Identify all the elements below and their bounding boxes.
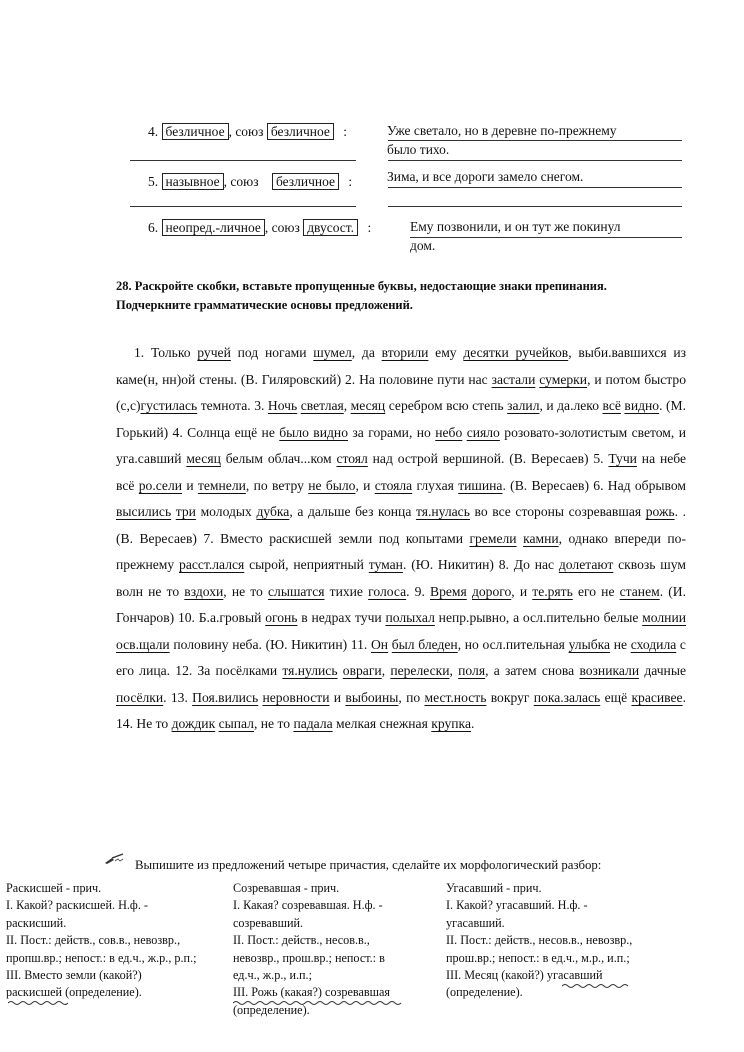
analysis-line: Созревавшая - прич. <box>233 881 340 895</box>
grammatical-basis: три <box>175 504 196 519</box>
answer-line <box>130 160 356 161</box>
grammatical-basis: высились <box>116 504 172 519</box>
analysis-column-raskisshey <box>6 880 197 1002</box>
exercise-fragment: половину неба. (Ю. Никитин) 11. <box>169 636 371 652</box>
grammatical-basis: пока.залась <box>533 689 601 705</box>
exercise-fragment: мелкая снежная <box>332 716 432 731</box>
grammatical-basis: рожь <box>645 504 675 519</box>
scheme-sentence <box>387 169 583 185</box>
grammatical-basis: было видно <box>279 424 348 440</box>
exercise-fragment: сырой, неприятный <box>244 557 369 572</box>
answer-line <box>388 187 682 188</box>
scheme-colon: : <box>343 124 348 139</box>
scheme-sep: , союз <box>228 124 264 139</box>
grammatical-basis: молнии <box>642 610 686 625</box>
grammatical-basis: шумел <box>313 345 352 360</box>
exercise-fragment: тихие <box>324 583 369 599</box>
analysis-line: раскисшей (определение). <box>6 985 142 1000</box>
grammatical-basis: камни <box>523 530 559 546</box>
answer-line <box>388 140 682 141</box>
exercise-fragment: , однако впереди по-прежнему <box>116 530 686 572</box>
grammatical-basis: слышатся <box>268 583 325 599</box>
grammatical-basis: тишина <box>458 477 503 493</box>
grammatical-basis: станем <box>619 583 660 599</box>
exercise-fragment: , <box>381 663 391 678</box>
grammatical-basis: выбоины <box>345 689 399 705</box>
scheme-num: 5. <box>148 174 159 189</box>
exercise-text <box>116 340 686 738</box>
scheme-row-4 <box>148 123 347 140</box>
exercise-fragment: дачные <box>639 663 687 678</box>
exercise-fragment: , по <box>398 689 425 705</box>
answer-line <box>388 160 682 161</box>
scheme-sentence-line1: Ему позвонили, и он тут же покинул <box>410 219 621 234</box>
exercise-fragment: , не то <box>253 716 294 731</box>
grammatical-basis: десятки ручейков <box>463 345 569 360</box>
exercise-fragment: , и потом быстро (с,с) <box>116 371 687 413</box>
grammatical-basis: стоял <box>336 451 368 466</box>
task-28-line1: 28. Раскройте скобки, вставьте пропущенные буквы, недостающие знаки препинания. <box>116 279 607 293</box>
exercise-fragment: и <box>182 477 198 493</box>
grammatical-basis: Время <box>430 583 467 599</box>
grammatical-basis: Он <box>370 636 389 652</box>
grammatical-basis: всё <box>602 398 621 413</box>
exercise-fragment: сквозь шум волн не то <box>116 557 686 599</box>
exercise-fragment: . 9. <box>406 583 431 599</box>
exercise-fragment: , а затем снова <box>485 663 580 678</box>
grammatical-basis: красивее <box>631 689 683 705</box>
grammatical-basis: те.рять <box>532 583 573 599</box>
grammatical-basis: крупка <box>431 716 471 731</box>
exercise-fragment: ещё <box>600 689 632 705</box>
exercise-fragment: глухая <box>412 477 459 493</box>
exercise-fragment: . 13. <box>163 689 193 705</box>
grammatical-basis: ручей <box>197 345 231 360</box>
analysis-line: I. Какая? созревавшая. Н.ф. - <box>233 898 383 913</box>
grammatical-basis: месяц <box>350 398 386 413</box>
grammatical-basis: голоса <box>368 583 407 599</box>
analysis-line: раскисший. <box>6 915 67 930</box>
exercise-fragment: вокруг <box>486 689 534 705</box>
exercise-fragment: , и <box>355 477 375 493</box>
exercise-fragment: во все стороны созревавшая <box>469 504 646 519</box>
grammatical-basis: сияло <box>466 424 500 440</box>
analysis-line: II. Пост.: действ., несов.в., <box>233 933 370 948</box>
exercise-fragment: молодых <box>195 504 257 519</box>
grammatical-basis: стояла <box>374 477 413 493</box>
task-28-line2: Подчеркните грамматические основы предложений. <box>116 298 413 312</box>
grammatical-basis: туман <box>368 557 403 572</box>
task-28-instructions <box>116 277 686 315</box>
exercise-fragment: , <box>343 398 351 413</box>
analysis-line: III. Вместо земли (какой?) <box>6 968 142 983</box>
analysis-line: (определение). <box>233 1002 310 1017</box>
exercise-fragment: на небе всё <box>116 451 687 493</box>
analysis-line: III. Месяц (какой?) угасавший <box>446 968 603 983</box>
analysis-line: I. Какой? раскисшей. Н.ф. - <box>6 898 148 913</box>
grammatical-basis: ро.сели <box>138 477 183 493</box>
analysis-line: угасавший. <box>446 915 505 930</box>
analysis-line: I. Какой? угасавший. Н.ф. - <box>446 898 588 913</box>
grammatical-basis: сыпал <box>218 716 254 731</box>
exercise-fragment: над острой вершиной. (В. Вересаев) 5. <box>367 451 609 466</box>
analysis-line: ед.ч., ж.р., и.п.; <box>233 968 312 983</box>
grammatical-basis: поля <box>458 663 486 678</box>
grammatical-basis: сумерки <box>539 371 588 387</box>
exercise-fragment: . . (В. Вересаев) 7. Вместо раскисшей земли под копытами <box>116 504 686 546</box>
grammatical-basis: светлая <box>300 398 344 413</box>
scheme-sentence-line2: было тихо. <box>387 142 450 157</box>
grammatical-basis: перелески <box>390 663 450 678</box>
analysis-line: (определение). <box>446 985 523 1000</box>
exercise-fragment: . (И. Гончаров) 10. Б.а.гровый <box>116 583 687 625</box>
grammatical-basis: расст.лался <box>179 557 245 572</box>
exercise-fragment: . <box>470 716 475 731</box>
exercise-fragment: , выби.вавшихся из каме(н, нн)ой стены. (В. Гиляровский) 2. На половине пути нас <box>116 345 687 387</box>
grammatical-basis: Ночь <box>267 398 298 413</box>
exercise-fragment: и <box>329 689 346 705</box>
analysis-column-sozrevavshaya <box>233 880 390 1019</box>
exercise-fragment: , по ветру <box>245 477 309 493</box>
grammatical-basis: долетают <box>558 557 614 572</box>
grammatical-basis: улыбка <box>568 636 611 652</box>
exercise-fragment: ему <box>428 345 464 360</box>
grammatical-basis: Тучи <box>608 451 637 466</box>
analysis-line: II. Пост.: действ., несов.в., невозвр., <box>446 933 633 948</box>
scheme-colon: : <box>348 174 353 189</box>
grammatical-basis: был бледен <box>391 636 458 652</box>
scheme-sep: , союз <box>264 220 300 235</box>
grammatical-basis: Поя.вились <box>192 689 259 705</box>
grammatical-basis: залил <box>507 398 540 413</box>
scheme-sentence-line1: Уже светало, но в деревне по-прежнему <box>387 123 617 138</box>
grammatical-basis: дождик <box>171 716 216 731</box>
grammatical-basis: застали <box>491 371 536 387</box>
exercise-fragment: 1. Только <box>134 345 198 360</box>
exercise-fragment: белым облач...ком <box>220 451 337 466</box>
grammatical-basis: неровности <box>262 689 330 705</box>
wavy-underline <box>562 983 632 989</box>
grammatical-basis: падала <box>293 716 333 731</box>
wavy-underline <box>233 1000 403 1006</box>
analysis-line: невозвр., прош.вр.; непост.: в <box>233 950 385 965</box>
grammatical-basis: месяц <box>186 451 221 466</box>
exercise-fragment: , а дальше без конца <box>289 504 416 519</box>
answer-line <box>130 206 356 207</box>
scheme-sentence-line2: дом. <box>410 238 436 253</box>
scheme-colon: : <box>367 220 372 235</box>
exercise-fragment: , и да.леко <box>539 398 603 413</box>
grammatical-basis: полыхал <box>385 610 435 625</box>
wavy-underline <box>8 1000 68 1006</box>
exercise-fragment: под ногами <box>230 345 314 360</box>
scheme-row-6 <box>148 219 371 236</box>
grammatical-basis: сходила <box>630 636 677 652</box>
exercise-fragment: в недрах тучи <box>297 610 386 625</box>
scheme-clause-2: безличное <box>272 173 339 190</box>
scheme-clause-2: безличное <box>267 123 334 140</box>
exercise-fragment: , <box>449 663 459 678</box>
grammatical-basis: огонь <box>265 610 298 625</box>
exercise-fragment: розовато-золотистым светом, и уга.савший <box>116 424 686 466</box>
exercise-fragment: , но осл.пительная <box>457 636 569 652</box>
analysis-line: Угасавший - прич. <box>446 881 542 895</box>
exercise-fragment: серебром всю степь <box>385 398 508 413</box>
answer-line <box>410 237 682 238</box>
exercise-fragment: . (М. Горький) 4. Солнца ещё не <box>116 398 687 440</box>
scheme-clause-1: безличное <box>162 123 229 140</box>
scheme-clause-1: назывное <box>162 173 224 190</box>
grammatical-basis: густилась <box>140 398 198 413</box>
grammatical-basis: не было <box>308 477 356 493</box>
exercise-fragment: , да <box>351 345 382 360</box>
grammatical-basis: мест.ность <box>424 689 487 705</box>
grammatical-basis: вторили <box>381 345 429 360</box>
exercise-fragment: его не <box>572 583 620 599</box>
grammatical-basis: дорого <box>471 583 512 599</box>
exercise-fragment: . (В. Вересаев) 6. Над обрывом <box>502 477 686 493</box>
exercise-fragment: за горами, но <box>348 424 436 440</box>
analysis-line: Раскисшей - прич. <box>6 881 102 895</box>
grammatical-basis: тя.нулись <box>282 663 338 678</box>
exercise-fragment: . (Ю. Никитин) 8. До нас <box>402 557 559 572</box>
grammatical-basis: темнели <box>197 477 246 493</box>
grammatical-basis: тя.нулась <box>415 504 470 519</box>
exercise-fragment: . 14. Не то <box>116 689 686 731</box>
grammatical-basis: возникали <box>579 663 640 678</box>
grammatical-basis: дубка <box>256 504 290 519</box>
scheme-sep: , союз <box>223 174 259 189</box>
exercise-fragment: непр.рывно, а осл.пительно белые <box>434 610 643 625</box>
grammatical-basis: овраги <box>342 663 382 678</box>
write-task-instruction: Выпишите из предложений четыре причастия, сделайте их морфологический разбор: <box>135 858 602 872</box>
grammatical-basis: посёлки <box>116 689 164 705</box>
exercise-fragment: не <box>610 636 631 652</box>
analysis-line: II. Пост.: действ., сов.в., невозвр., <box>6 933 181 948</box>
analysis-line: пропш.вр.; непост.: в ед.ч., ж.р., р.п.; <box>6 950 197 965</box>
exercise-fragment: с его лица. 12. За посёлками <box>116 636 686 678</box>
grammatical-basis: гремели <box>469 530 517 546</box>
scheme-num: 6. <box>148 220 159 235</box>
pen-icon <box>104 853 126 865</box>
exercise-fragment: , не то <box>223 583 268 599</box>
grammatical-basis: небо <box>435 424 463 440</box>
scheme-sentence-line1: Зима, и все дороги замело снегом. <box>387 169 584 184</box>
exercise-fragment: , и <box>511 583 533 599</box>
scheme-num: 4. <box>148 124 159 139</box>
scheme-clause-1: неопред.-личное <box>162 219 265 236</box>
scheme-row-5 <box>148 173 352 190</box>
answer-line <box>388 206 682 207</box>
analysis-line: прош.вр.; непост.: в ед.ч., м.р., и.п.; <box>446 950 630 965</box>
grammatical-basis: осв.щали <box>116 636 170 652</box>
exercise-fragment: темнота. 3. <box>197 398 268 413</box>
scheme-clause-2: двусост. <box>303 219 358 236</box>
analysis-line: III. Рожь (какая?) созревавшая <box>233 985 391 1000</box>
analysis-line: созревавший. <box>233 915 304 930</box>
grammatical-basis: видно <box>624 398 660 413</box>
grammatical-basis: вздохи <box>184 583 224 599</box>
